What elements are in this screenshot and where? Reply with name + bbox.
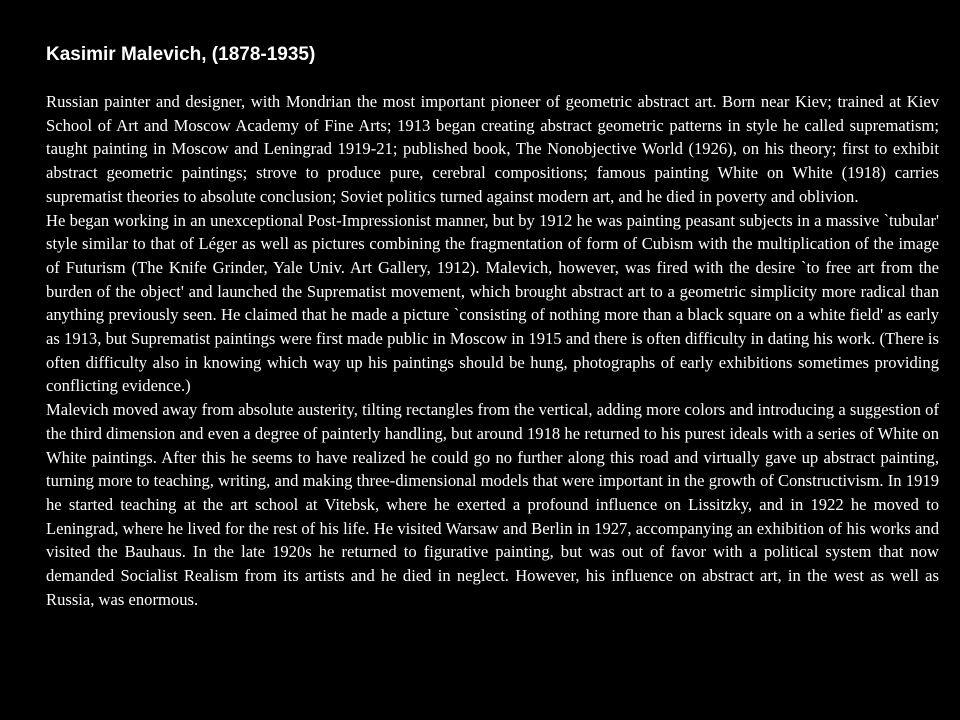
paragraph-early-work: He began working in an unexceptional Post-Impressionist manner, but by 1912 he was painting peasant subjects in a massive `tubular' style similar to that of Léger as well as pictures combining the fragmentation of form of Cubism with the multiplication of the image of Futurism (The Knife Grinder, Yale Univ. Art Gallery, 1912). Malevich, however, was fired with the desire `to free art from the burden of the object' and launched the Suprematist movement, which brought abstract art to a geometric simplicity more radical than anything previously seen. He claimed that he made a picture `consisting of nothing more than a black square on a white field' as early as 1913, but Suprematist paintings were first made public in Moscow in 1915 and there is often difficulty in dating his work. (There is often difficulty also in knowing which way up his paintings should be hung, photographs of early exhibitions sometimes providing conflicting evidence.) bbox=[46, 210, 939, 396]
paragraph-intro: Russian painter and designer, with Mondrian the most important pioneer of geometric abstract art. Born near Kiev; trained at Kiev School of Art and Moscow Academy of Fine Arts; 1913 began creating abstract geometric patterns in style he called suprematism; taught painting in Moscow and Leningrad 1919-21; published book, The Nonobjective World (1926), on his theory; first to exhibit abstract geometric paintings; strove to produce pure, cerebral compositions; famous painting White on White (1918) carries suprematist theories to absolute conclusion; Soviet politics turned against modern art, and he died in poverty and oblivion. bbox=[46, 92, 939, 206]
paragraph-later-work: Malevich moved away from absolute austerity, tilting rectangles from the vertical, adding more colors and introducing a suggestion of the third dimension and even a degree of painterly handling, but around 1918 he returned to his purest ideals with a series of White on White paintings. After this he seems to have realized he could go no further along this road and virtually gave up abstract painting, turning more to teaching, writing, and making three-dimensional models that were important in the growth of Constructivism. In 1919 he started teaching at the art school at Vitebsk, where he exerted a profound influence on Lissitzky, and in 1922 he moved to Leningrad, where he lived for the rest of his life. He visited Warsaw and Berlin in 1927, accompanying an exhibition of his works and visited the Bauhaus. In the late 1920s he returned to figurative painting, but was out of favor with a political system that now demanded Socialist Realism from its artists and he died in neglect. However, his influence on abstract art, in the west as well as Russia, was enormous. bbox=[46, 400, 939, 609]
slide-content bbox=[46, 40, 939, 611]
page-title: Kasimir Malevich, (1878-1935) bbox=[46, 44, 316, 65]
